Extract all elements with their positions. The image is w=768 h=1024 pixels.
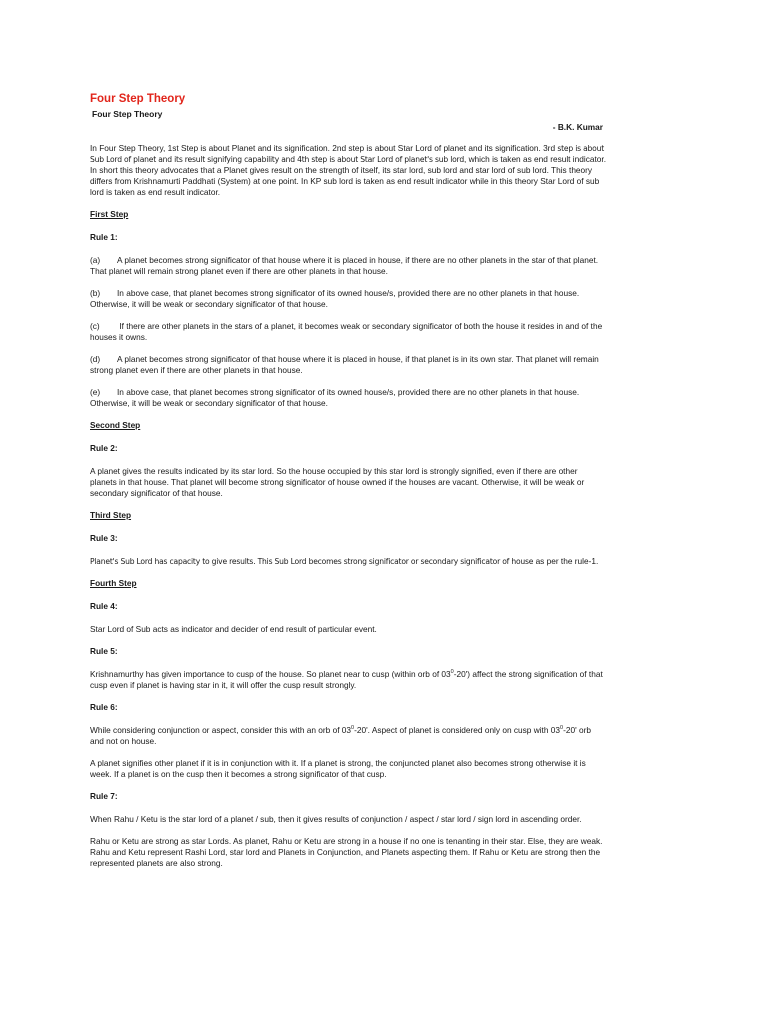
rule-4-paragraph: Star Lord of Sub acts as indicator and decider of end result of particular event. (90, 624, 377, 634)
rule-3-paragraph (90, 556, 606, 567)
rule-7-heading: Rule 7: (90, 791, 118, 801)
rule-4-heading: Rule 4: (90, 601, 118, 611)
rule-6-text-c: -20' orb and not on house. (90, 725, 591, 746)
section-heading-third-step: Third Step (90, 510, 132, 520)
rule-5-text-b: -20') affect the strong signification of that cusp even if planet is having star in it, it will offer the cusp result strongly. (90, 669, 603, 690)
rule-1-item-b (90, 288, 606, 310)
document-page (90, 92, 606, 880)
item-text: If there are other planets in the stars of a planet, it becomes weak or secondary significator of both the house it resides in and of the houses it owns. (90, 321, 603, 342)
item-text: A planet becomes strong significator of that house where it is placed in house, if that planet is in its own star. That planet will remain strong planet even if there are other planets in that house. (90, 354, 599, 375)
item-label: (b) (90, 288, 101, 298)
rule-6-text-b: -20'. Aspect of planet is considered only on cusp with 03 (354, 725, 561, 735)
rule-1-item-d (90, 354, 606, 376)
degree-superscript: 0 (351, 725, 355, 732)
rule-3-heading: Rule 3: (90, 533, 118, 543)
document-title: Four Step Theory (90, 93, 186, 105)
rule-5-text-a: Krishnamurthy has given importance to cusp of the house. So planet near to cusp (within orb of 03 (90, 669, 451, 679)
rule-2-heading: Rule 2: (90, 443, 118, 453)
section-heading-first-step: First Step (90, 209, 129, 219)
intro-part-2: step is about Sub Lord of planet and its result signifying capability and 4th step is about Star Lord of planet's sub lord (90, 144, 605, 164)
section-heading-second-step: Second Step (90, 420, 141, 430)
rule-6-paragraph-2: A planet signifies other planet if it is in conjunction with it. If a planet is strong, the conjuncted planet also becomes strong otherwise it is week. If a planet is on the cusp then it becomes a strong significator of that cusp. (90, 758, 586, 779)
section-heading-fourth-step: Fourth Step (90, 578, 137, 588)
intro-part-1: In Four Step Theory, 1st Step is about Planet and its signification. 2nd step is about Star Lord of planet and its signification. 3rd (90, 143, 558, 153)
rule-6-text-a: While considering conjunction or aspect, consider this with an orb of 03 (90, 725, 352, 735)
rule-7-paragraph-1: When Rahu / Ketu is the star lord of a planet / sub, then it gives results of conjunction / aspect / star lord / sign lord in ascending order. (90, 814, 582, 824)
rule-3-text: as per the rule-1. (533, 556, 599, 566)
rule-5-paragraph (90, 669, 606, 691)
rule-5-heading: Rule 5: (90, 646, 118, 656)
document-subtitle: Four Step Theory (92, 109, 163, 119)
item-label: (d) (90, 354, 101, 364)
rule-6-heading: Rule 6: (90, 702, 118, 712)
rule-3-condensed-text: Planet's Sub Lord has capacity to give results. This Sub Lord becomes strong significator or secondary significator of house (90, 557, 534, 566)
item-label: (a) (90, 255, 101, 265)
rule-1-item-c (90, 321, 606, 343)
rule-1-item-e (90, 387, 606, 409)
rule-2-paragraph: A planet gives the results indicated by its star lord. So the house occupied by this star lord is strongly signified, even if there are other planets in that house. That planet will become strong significator of house owned if the houses are vacant. Otherwise, it will be weak or secondary significator of that house. (90, 466, 585, 498)
item-text: A planet becomes strong significator of that house where it is placed in house, if there are no other planets in the star of that planet. That planet will remain strong planet even if there are other planets in that house. (90, 255, 599, 276)
item-text: In above case, that planet becomes strong significator of its owned house/s, provided there are no other planets in that house. Otherwise, it will be weak or secondary significator of that house. (90, 288, 580, 309)
degree-superscript: 0 (450, 669, 454, 676)
intro-paragraph (90, 143, 606, 198)
rule-1-heading: Rule 1: (90, 232, 118, 242)
item-text: In above case, that planet becomes strong significator of its owned house/s, provided there are no other planets in that house. Otherwise, it will be weak or secondary significator of that house. (90, 387, 580, 408)
rule-1-item-a (90, 255, 606, 277)
rule-7-paragraph-2: Rahu or Ketu are strong as star Lords. As planet, Rahu or Ketu are strong in a house if no one is tenanting in their star. Else, they are weak. Rahu and Ketu represent Rashi Lord, star lord and Planets in Conjunction, and Planets aspecting them. If Rahu or Ketu are strong then the represented planets are also strong. (90, 836, 603, 868)
degree-superscript: 0 (560, 725, 564, 732)
author-line: - B.K. Kumar (552, 122, 603, 132)
item-label: (c) (90, 321, 100, 331)
intro-part-3: , which is taken as end result indicator. In short this theory advocates that a Planet gives result on the strength of itself, its star lord, sub lord and star lord of sub lord. This theory differs from Krishnamurti Paddhati (System) at one point. In KP sub lord is taken as end result indicator while in this theory Star Lord of sub lord is taken as end result indicator. (90, 154, 606, 197)
rule-6-paragraph-1 (90, 725, 606, 747)
item-label: (e) (90, 387, 101, 397)
